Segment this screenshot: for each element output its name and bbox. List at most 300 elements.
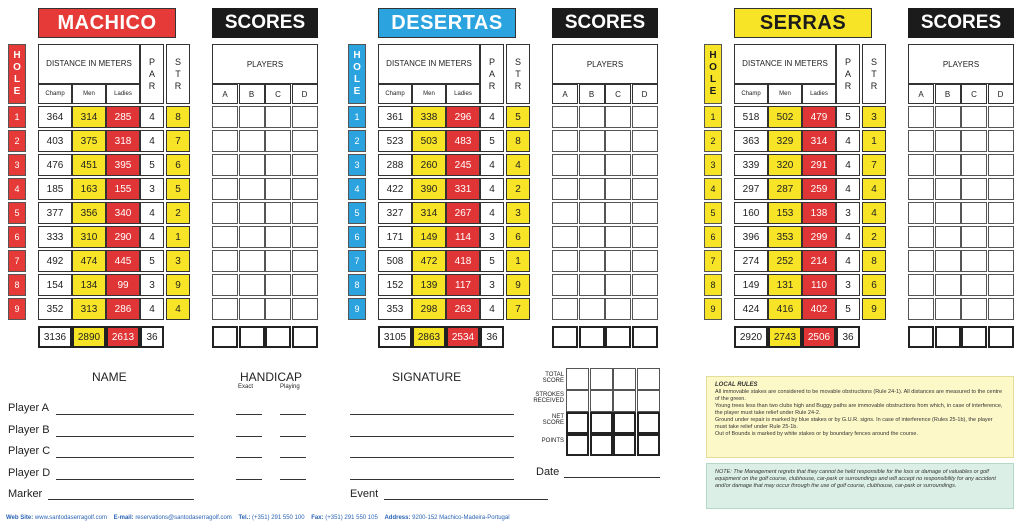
hole-number: 2 [704, 130, 722, 152]
champ-distance: 403 [38, 130, 72, 152]
men-header: Men [72, 84, 106, 104]
score-input[interactable] [552, 250, 578, 272]
score-input[interactable] [292, 250, 318, 272]
score-input[interactable] [935, 202, 961, 224]
summary-input[interactable] [590, 390, 613, 412]
score-input[interactable] [579, 178, 605, 200]
marker-line[interactable] [48, 499, 194, 500]
score-input[interactable] [552, 202, 578, 224]
score-input[interactable] [935, 178, 961, 200]
men-distance: 338 [412, 106, 446, 128]
ladies-total: 2613 [106, 326, 140, 348]
stroke-index: 9 [506, 274, 530, 296]
champ-total: 3105 [378, 326, 412, 348]
stroke-index: 1 [506, 250, 530, 272]
score-input[interactable] [265, 130, 291, 152]
score-input[interactable] [212, 226, 238, 248]
score-input[interactable] [961, 130, 987, 152]
summary-input[interactable] [637, 412, 660, 434]
score-input[interactable] [265, 298, 291, 320]
par-value: 3 [480, 274, 504, 296]
tel-value: (+351) 291 550 100 [252, 515, 305, 521]
score-input[interactable] [935, 298, 961, 320]
par-value: 5 [140, 250, 164, 272]
score-input[interactable] [579, 226, 605, 248]
par-value: 4 [836, 250, 860, 272]
score-input[interactable] [552, 226, 578, 248]
champ-distance: 352 [38, 298, 72, 320]
score-input[interactable] [265, 178, 291, 200]
summary-input[interactable] [566, 412, 589, 434]
stroke-index: 1 [166, 226, 190, 248]
hole-number: 4 [704, 178, 722, 200]
stroke-index: 7 [166, 130, 190, 152]
par-letter: R [148, 81, 156, 91]
score-input[interactable] [605, 106, 631, 128]
men-total: 2743 [768, 326, 802, 348]
local-rules-box [706, 376, 1014, 458]
score-input[interactable] [212, 202, 238, 224]
par-value: 5 [836, 106, 860, 128]
summary-input[interactable] [566, 390, 589, 412]
hole-number: 3 [704, 154, 722, 176]
summary-input[interactable] [637, 390, 660, 412]
champ-distance: 492 [38, 250, 72, 272]
champ-header: Champ [38, 84, 72, 104]
player-label: Player A [8, 402, 49, 414]
str-letter: R [174, 81, 182, 91]
hole-number: 5 [8, 202, 26, 224]
par-total: 36 [480, 326, 504, 348]
ladies-distance: 291 [802, 154, 836, 176]
score-input[interactable] [908, 250, 934, 272]
stroke-index: 8 [506, 130, 530, 152]
score-input[interactable] [552, 178, 578, 200]
fax-label: Fax: [311, 515, 324, 521]
score-input[interactable] [605, 202, 631, 224]
men-distance: 329 [768, 130, 802, 152]
par-value: 4 [140, 202, 164, 224]
score-input[interactable] [961, 178, 987, 200]
str-letter: S [174, 57, 181, 67]
score-input[interactable] [605, 298, 631, 320]
scores-title: SCORES [908, 8, 1014, 38]
player-name-line[interactable] [56, 414, 194, 415]
score-input[interactable] [239, 106, 265, 128]
score-input[interactable] [239, 274, 265, 296]
score-input[interactable] [212, 298, 238, 320]
score-input[interactable] [988, 298, 1014, 320]
playing-handicap-line[interactable] [280, 414, 306, 415]
stroke-index: 2 [166, 202, 190, 224]
score-total-input[interactable] [935, 326, 961, 348]
distance-header: DISTANCE IN METERS [38, 44, 140, 84]
score-input[interactable] [552, 274, 578, 296]
email-link[interactable]: reservations@santodaserragolf.com [135, 515, 232, 521]
men-header: Men [412, 84, 446, 104]
score-total-input[interactable] [908, 326, 934, 348]
score-total-input[interactable] [212, 326, 238, 348]
stroke-index: 7 [862, 154, 886, 176]
hole-number: 9 [704, 298, 722, 320]
hole-header [704, 44, 722, 104]
str-letter: T [871, 69, 877, 79]
par-letter: A [148, 69, 155, 79]
par-value: 5 [836, 298, 860, 320]
hole-letter: H [13, 50, 21, 61]
men-distance: 314 [412, 202, 446, 224]
par-value: 5 [480, 250, 504, 272]
score-total-input[interactable] [265, 326, 291, 348]
score-input[interactable] [212, 130, 238, 152]
par-value: 5 [480, 130, 504, 152]
score-input[interactable] [579, 274, 605, 296]
score-input[interactable] [265, 226, 291, 248]
score-total-input[interactable] [961, 326, 987, 348]
score-input[interactable] [265, 154, 291, 176]
ladies-distance: 214 [802, 250, 836, 272]
champ-distance: 424 [734, 298, 768, 320]
champ-total: 2920 [734, 326, 768, 348]
par-value: 5 [140, 154, 164, 176]
score-input[interactable] [961, 226, 987, 248]
summary-input[interactable] [566, 434, 589, 456]
stroke-index: 3 [166, 250, 190, 272]
score-total-input[interactable] [605, 326, 631, 348]
champ-distance: 149 [734, 274, 768, 296]
hole-number: 8 [704, 274, 722, 296]
score-input[interactable] [292, 154, 318, 176]
score-input[interactable] [292, 106, 318, 128]
ladies-distance: 117 [446, 274, 480, 296]
website-link[interactable]: www.santodaserragolf.com [34, 515, 107, 521]
score-input[interactable] [988, 154, 1014, 176]
address-value: 9200-152 Machico-Madeira-Portugal [412, 515, 510, 521]
score-input[interactable] [961, 298, 987, 320]
champ-distance: 160 [734, 202, 768, 224]
hole-number: 2 [8, 130, 26, 152]
score-input[interactable] [265, 274, 291, 296]
hole-number: 1 [8, 106, 26, 128]
player-col-d: D [632, 84, 658, 104]
men-distance: 298 [412, 298, 446, 320]
champ-distance: 171 [378, 226, 412, 248]
local-rule-4: Out of Bounds is marked by white stakes or by boundary fences around the course. [715, 431, 919, 437]
signature-line[interactable] [350, 479, 514, 480]
champ-distance: 297 [734, 178, 768, 200]
score-input[interactable] [292, 274, 318, 296]
score-input[interactable] [212, 106, 238, 128]
score-input[interactable] [292, 202, 318, 224]
par-value: 4 [480, 178, 504, 200]
score-input[interactable] [961, 202, 987, 224]
score-input[interactable] [908, 274, 934, 296]
ladies-distance: 155 [106, 178, 140, 200]
score-total-input[interactable] [292, 326, 318, 348]
score-input[interactable] [961, 106, 987, 128]
hole-number: 2 [348, 130, 366, 152]
marker-label: Marker [8, 488, 43, 500]
score-input[interactable] [239, 130, 265, 152]
local-rules-title: LOCAL RULES [715, 382, 758, 388]
player-name-line[interactable] [56, 457, 194, 458]
score-input[interactable] [988, 106, 1014, 128]
stroke-index: 4 [862, 178, 886, 200]
score-input[interactable] [632, 178, 658, 200]
score-input[interactable] [605, 274, 631, 296]
men-distance: 416 [768, 298, 802, 320]
score-input[interactable] [935, 274, 961, 296]
men-distance: 287 [768, 178, 802, 200]
score-input[interactable] [552, 106, 578, 128]
score-input[interactable] [552, 298, 578, 320]
score-input[interactable] [239, 298, 265, 320]
score-input[interactable] [292, 226, 318, 248]
score-input[interactable] [935, 106, 961, 128]
score-input[interactable] [239, 202, 265, 224]
hole-number: 6 [704, 226, 722, 248]
par-letter: P [148, 57, 155, 67]
score-input[interactable] [935, 130, 961, 152]
score-input[interactable] [961, 154, 987, 176]
hole-number: 9 [8, 298, 26, 320]
par-value: 4 [480, 202, 504, 224]
ladies-distance: 290 [106, 226, 140, 248]
score-total-input[interactable] [988, 326, 1014, 348]
champ-distance: 152 [378, 274, 412, 296]
summary-input[interactable] [590, 434, 613, 456]
event-line[interactable] [384, 499, 548, 500]
summary-input[interactable] [566, 368, 589, 390]
hole-letter: O [709, 62, 717, 73]
score-input[interactable] [212, 250, 238, 272]
summary-input[interactable] [637, 368, 660, 390]
score-input[interactable] [292, 298, 318, 320]
ladies-distance: 340 [106, 202, 140, 224]
champ-distance: 288 [378, 154, 412, 176]
score-input[interactable] [908, 202, 934, 224]
str-letter: R [514, 81, 522, 91]
str-letter: T [515, 69, 521, 79]
score-input[interactable] [579, 130, 605, 152]
str-header [862, 44, 886, 104]
footer [6, 515, 510, 521]
champ-distance: 377 [38, 202, 72, 224]
stroke-index: 5 [166, 178, 190, 200]
playing-label: Playing [280, 384, 300, 390]
hole-letter: O [353, 62, 361, 73]
hole-header [348, 44, 366, 104]
score-input[interactable] [935, 154, 961, 176]
hole-letter: L [13, 74, 21, 85]
ladies-distance: 445 [106, 250, 140, 272]
score-input[interactable] [579, 298, 605, 320]
score-input[interactable] [212, 154, 238, 176]
summary-input[interactable] [637, 434, 660, 456]
player-name-line[interactable] [56, 436, 194, 437]
stroke-index: 9 [862, 298, 886, 320]
score-input[interactable] [605, 130, 631, 152]
score-input[interactable] [579, 202, 605, 224]
local-rule-2: Young trees less than two clubs high and Buggy paths are immovable obstructions from which, in case of interference, the player must take relief under Rule 24-2. [715, 403, 1003, 416]
score-input[interactable] [239, 250, 265, 272]
hole-letter: L [353, 74, 361, 85]
exact-handicap-line[interactable] [236, 414, 262, 415]
exact-handicap-line[interactable] [236, 479, 262, 480]
str-header [506, 44, 530, 104]
score-input[interactable] [632, 154, 658, 176]
men-distance: 353 [768, 226, 802, 248]
date-line[interactable] [564, 477, 660, 478]
score-input[interactable] [988, 202, 1014, 224]
score-input[interactable] [552, 154, 578, 176]
par-value: 4 [140, 106, 164, 128]
score-input[interactable] [988, 274, 1014, 296]
champ-distance: 333 [38, 226, 72, 248]
exact-handicap-line[interactable] [236, 436, 262, 437]
scores-title: SCORES [212, 8, 318, 38]
tel-label: Tel.: [238, 515, 251, 521]
hole-number: 1 [704, 106, 722, 128]
score-input[interactable] [605, 154, 631, 176]
player-col-b: B [579, 84, 605, 104]
players-header: PLAYERS [908, 44, 1014, 84]
par-value: 4 [836, 178, 860, 200]
exact-label: Exact [238, 384, 254, 390]
champ-distance: 396 [734, 226, 768, 248]
score-input[interactable] [908, 298, 934, 320]
par-value: 3 [836, 274, 860, 296]
men-distance: 320 [768, 154, 802, 176]
score-input[interactable] [605, 250, 631, 272]
par-letter: P [488, 57, 495, 67]
score-total-input[interactable] [239, 326, 265, 348]
str-letter: T [175, 69, 181, 79]
score-input[interactable] [961, 250, 987, 272]
score-input[interactable] [935, 250, 961, 272]
score-input[interactable] [605, 226, 631, 248]
score-input[interactable] [239, 178, 265, 200]
points-label: POINTS [541, 438, 564, 444]
management-note: NOTE: The Management regrets that they cannot be held responsible for the loss or damage of valuables or golf equipment on the golf course, clubhouse, car-park or surroundings and will accept no responsibility for any accident and/or damage that may occur through the use of golf course, clubhouse, car-park or surroundings. [706, 463, 1014, 509]
hole-letter: E [709, 86, 717, 97]
ladies-distance: 402 [802, 298, 836, 320]
summary-input[interactable] [613, 434, 636, 456]
scores-title: SCORES [552, 8, 658, 38]
player-name-line[interactable] [56, 479, 194, 480]
score-input[interactable] [579, 250, 605, 272]
score-input[interactable] [908, 178, 934, 200]
str-header [166, 44, 190, 104]
player-label: Player B [8, 423, 50, 436]
men-distance: 163 [72, 178, 106, 200]
player-label: Player D [8, 466, 51, 479]
score-total-input[interactable] [552, 326, 578, 348]
playing-handicap-line[interactable] [280, 457, 306, 458]
ladies-distance: 296 [446, 106, 480, 128]
score-input[interactable] [552, 130, 578, 152]
summary-input[interactable] [613, 368, 636, 390]
score-input[interactable] [961, 274, 987, 296]
score-input[interactable] [908, 130, 934, 152]
score-input[interactable] [632, 298, 658, 320]
score-input[interactable] [632, 106, 658, 128]
score-input[interactable] [632, 202, 658, 224]
score-input[interactable] [988, 250, 1014, 272]
score-input[interactable] [239, 226, 265, 248]
men-distance: 314 [72, 106, 106, 128]
score-input[interactable] [239, 154, 265, 176]
exact-handicap-line[interactable] [236, 457, 262, 458]
score-input[interactable] [988, 226, 1014, 248]
signature-line[interactable] [350, 457, 514, 458]
score-input[interactable] [265, 202, 291, 224]
score-input[interactable] [908, 154, 934, 176]
score-input[interactable] [632, 250, 658, 272]
score-total-input[interactable] [579, 326, 605, 348]
score-input[interactable] [579, 154, 605, 176]
men-distance: 139 [412, 274, 446, 296]
score-input[interactable] [579, 106, 605, 128]
score-input[interactable] [292, 178, 318, 200]
playing-handicap-line[interactable] [280, 479, 306, 480]
champ-distance: 523 [378, 130, 412, 152]
score-input[interactable] [212, 274, 238, 296]
playing-handicap-line[interactable] [280, 436, 306, 437]
score-input[interactable] [908, 226, 934, 248]
strokes-received-label: STROKES RECEIVED [533, 392, 564, 404]
stroke-index: 8 [166, 106, 190, 128]
par-value: 3 [140, 178, 164, 200]
event-label: Event [350, 488, 379, 500]
summary-input[interactable] [590, 412, 613, 434]
summary-input[interactable] [590, 368, 613, 390]
par-value: 4 [480, 154, 504, 176]
summary-input[interactable] [613, 390, 636, 412]
score-input[interactable] [605, 178, 631, 200]
ladies-distance: 138 [802, 202, 836, 224]
score-input[interactable] [908, 106, 934, 128]
par-value: 4 [480, 298, 504, 320]
str-letter: S [870, 57, 877, 67]
score-total-input[interactable] [632, 326, 658, 348]
signature-line[interactable] [350, 436, 514, 437]
champ-distance: 476 [38, 154, 72, 176]
score-input[interactable] [632, 274, 658, 296]
score-input[interactable] [265, 106, 291, 128]
ladies-distance: 483 [446, 130, 480, 152]
score-input[interactable] [988, 130, 1014, 152]
distance-header: DISTANCE IN METERS [378, 44, 480, 84]
course-title: DESERTAS [378, 8, 516, 38]
score-input[interactable] [632, 130, 658, 152]
score-input[interactable] [212, 178, 238, 200]
player-col-a: A [908, 84, 934, 104]
champ-header: Champ [734, 84, 768, 104]
score-input[interactable] [632, 226, 658, 248]
ladies-total: 2534 [446, 326, 480, 348]
summary-input[interactable] [613, 412, 636, 434]
signature-line[interactable] [350, 414, 514, 415]
hole-number: 5 [348, 202, 366, 224]
score-input[interactable] [265, 250, 291, 272]
score-input[interactable] [988, 178, 1014, 200]
score-input[interactable] [292, 130, 318, 152]
score-input[interactable] [935, 226, 961, 248]
date-label: Date [536, 466, 560, 478]
players-header: PLAYERS [212, 44, 318, 84]
player-col-a: A [212, 84, 238, 104]
